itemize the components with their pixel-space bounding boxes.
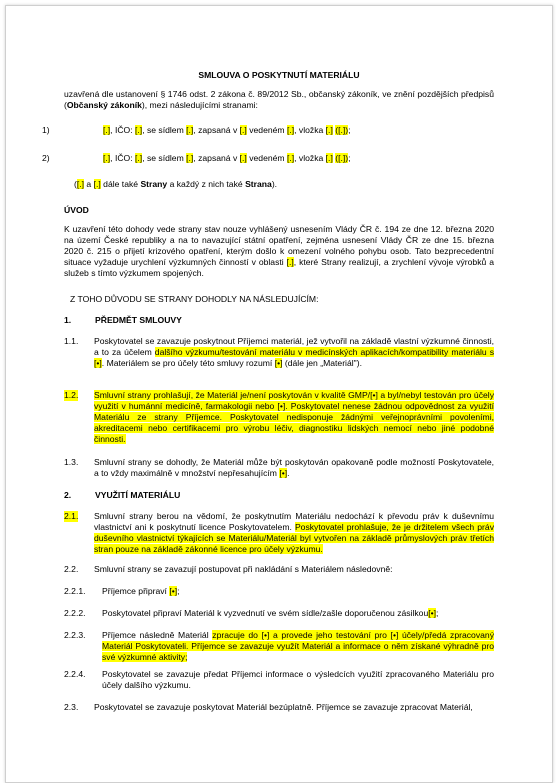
placeholder: [.] bbox=[286, 125, 295, 135]
placeholder: [•] bbox=[274, 358, 283, 368]
uvod-text-end: , které Strany realizují, a zrychlení vývoje výrobků a služeb s tímto výzkumem spojených. bbox=[64, 257, 494, 278]
clause-2-2-2-number: 2.2.2. bbox=[64, 608, 86, 618]
clause-1-2 bbox=[94, 390, 494, 445]
ico-label: , IČO: bbox=[110, 153, 136, 163]
uvod-heading: ÚVOD bbox=[64, 205, 89, 215]
section-1-number: 1. bbox=[64, 315, 72, 325]
register-label: , zapsaná v bbox=[193, 153, 240, 163]
seat-label: , se sídlem bbox=[142, 125, 187, 135]
placeholder: [.] bbox=[186, 153, 194, 163]
kept-label: vedeném bbox=[246, 153, 287, 163]
placeholder: ([.]) bbox=[335, 153, 349, 163]
clause-highlight: Smluvní strany prohlašují, že Materiál je/není poskytován v kvalitě GMP/[•] a byl/nebyl testován pro účely využití v humánní medicíně, farmakologii nebo [•]. Poskytovatel nenese žádnou odpovědnost za využití Materiálu ze strany Příjemce. Poskytovatel nedisponuje žádnými veřejnoprávními povoleními, akreditacemi nebo certifikacemi pro výrobu léčiv, diagnostiku lidských nemocí nebo jiné podobné činnosti. bbox=[94, 390, 494, 444]
document-page bbox=[5, 5, 553, 783]
ico-label: , IČO: bbox=[110, 125, 136, 135]
clause-text: . Materiálem se pro účely této smluvy rozumí bbox=[101, 358, 275, 368]
clause-2-2-4-number: 2.2.4. bbox=[64, 669, 86, 679]
placeholder: [.] bbox=[186, 125, 194, 135]
placeholder: ([.]) bbox=[335, 125, 349, 135]
placeholder: [.] bbox=[239, 125, 247, 135]
section-2-number: 2. bbox=[64, 490, 72, 500]
placeholder: [.] bbox=[325, 153, 333, 163]
clause-2-2-3 bbox=[102, 630, 494, 663]
party-1-line bbox=[103, 125, 351, 136]
insert-label: , vložka bbox=[294, 153, 326, 163]
clause-1-3-number: 1.3. bbox=[64, 457, 79, 467]
section-2-heading: VYUŽITÍ MATERIÁLU bbox=[95, 490, 181, 500]
clause-text: Smluvní strany berou na vědomí, že poskytnutím Materiálu nedochází k převodu práv k duševnímu vlastnictví ani k poskytnutí licence Poskytovatelem. bbox=[94, 511, 494, 532]
register-label: , zapsaná v bbox=[193, 125, 240, 135]
clause-text: Příjemce připraví bbox=[102, 586, 170, 596]
clause-2-3-number: 2.3. bbox=[64, 702, 79, 712]
clause-text: ; bbox=[436, 608, 439, 618]
insert-label: , vložka bbox=[294, 125, 326, 135]
placeholder: [.] bbox=[286, 257, 294, 267]
placeholder: [.] bbox=[239, 153, 247, 163]
kept-label: vedeném bbox=[246, 125, 287, 135]
clause-1-2-number: 1.2. bbox=[64, 390, 79, 400]
placeholder: [.] bbox=[76, 179, 85, 189]
placeholder: [.] bbox=[325, 125, 333, 135]
party-1-number: 1) bbox=[42, 125, 50, 135]
clause-2-2-1 bbox=[102, 586, 180, 597]
placeholder: [•] bbox=[428, 608, 437, 618]
seat-label: , se sídlem bbox=[142, 153, 187, 163]
clause-text: Smluvní strany se dohodly, že Materiál může být poskytován opakovaně podle možností Poskytovatele, a to vždy maximálně v množství nepřesahujícím bbox=[94, 457, 494, 478]
placeholder: [.] bbox=[93, 179, 101, 189]
document-title: SMLOUVA O POSKYTNUTÍ MATERIÁLU bbox=[198, 70, 360, 80]
clause-text: . bbox=[287, 468, 290, 478]
paren: ( bbox=[74, 179, 77, 189]
intro-text: uzavřená dle ustanovení § 1746 odst. 2 zákona č. 89/2012 Sb., občanský zákoník, ve znění pozdějších předpisů ( bbox=[64, 89, 494, 110]
clause-highlight: Poskytovatel prohlašuje, že je držitelem všech práv duševního vlastnictví týkajících se Materiálu/Materiál byl vytvořen na základě průmyslových práv třetích stran pouze na základě zákonné licence pro účely výzkumu. bbox=[94, 522, 494, 554]
placeholder: [.] bbox=[286, 153, 295, 163]
party-2-line bbox=[103, 153, 351, 164]
clause-text: ; bbox=[177, 586, 180, 596]
note-text: dále také bbox=[100, 179, 141, 189]
agreement-line: Z TOHO DŮVODU SE STRANY DOHODLY NA NÁSLEDUJÍCÍM: bbox=[70, 294, 319, 304]
clause-highlight: dalšího výzkumu/testování materiálu v medicínských aplikacích/kompatibility materiálu s [•] bbox=[94, 347, 494, 368]
clause-2-2: Smluvní strany se zavazují postupovat při nakládání s Materiálem následovně: bbox=[94, 564, 393, 574]
placeholder: [•] bbox=[169, 586, 178, 596]
clause-text: Poskytovatel se zavazuje poskytnout Příjemci materiál, jež vytvořil na základě vlastní výzkumné činnosti, a to za účelem bbox=[94, 336, 494, 357]
party-2-number: 2) bbox=[42, 153, 50, 163]
clause-1-3 bbox=[94, 457, 494, 479]
placeholder: [.] bbox=[135, 153, 143, 163]
note-end: ). bbox=[271, 179, 278, 189]
placeholder: [.] bbox=[103, 153, 111, 163]
clause-highlight: zpracuje do [•] a provede jeho testování pro [•] účely/předá zpracovaný Materiál Poskytovateli. Příjemce se zavazuje využít Materiál a informace o něm získané výhradně pro své výzkumné aktivity; bbox=[102, 630, 494, 662]
intro-bold: Občanský zákoník bbox=[66, 100, 142, 110]
clause-2-3: Poskytovatel se zavazuje poskytovat Materiál bezúplatně. Příjemce se zavazuje zpracovat Materiál, bbox=[94, 702, 473, 712]
clause-2-2-3-number: 2.2.3. bbox=[64, 630, 86, 640]
clause-2-1 bbox=[94, 511, 494, 555]
intro-text-end: ), mezi následujícími stranami: bbox=[141, 100, 258, 110]
parties-note bbox=[74, 179, 277, 190]
clause-text: Příjemce následně Materiál bbox=[102, 630, 213, 640]
uvod-text: K uzavření této dohody vede strany stav nouze vyhlášený usnesením Vlády ČR č. 194 ze dne 12. března 2020 na území České republiky a na to navazující státní opatření, zejména usnesení Vlády ČR ze dne 15. března 2020 č. 215 o přijetí krizového opatření, kterým došlo k omezení volného pohybu osob. Tato bezprecedentní situace vyžaduje urychlení výzkumných činností v oblasti bbox=[64, 224, 494, 267]
placeholder: [.] bbox=[135, 125, 143, 135]
placeholder: [•] bbox=[279, 468, 288, 478]
clause-text: (dále jen „Materiál"). bbox=[282, 358, 362, 368]
and-text: a bbox=[84, 179, 94, 189]
note-text-2: a každý z nich také bbox=[167, 179, 246, 189]
clause-1-1-number: 1.1. bbox=[64, 336, 79, 346]
section-1-heading: PŘEDMĚT SMLOUVY bbox=[95, 315, 182, 325]
clause-2-2-1-number: 2.2.1. bbox=[64, 586, 86, 596]
clause-2-2-4: Poskytovatel se zavazuje předat Příjemci informace o výsledcích využití zpracovaného Materiálu pro účely dalšího výzkumu. bbox=[102, 669, 494, 690]
note-bold-strany: Strany bbox=[140, 179, 168, 189]
clause-2-1-number: 2.1. bbox=[64, 511, 79, 521]
uvod-paragraph bbox=[64, 224, 494, 279]
line-end: ; bbox=[348, 153, 351, 163]
clause-1-1 bbox=[94, 336, 494, 369]
note-bold-strana: Strana bbox=[245, 179, 272, 189]
placeholder: [.] bbox=[103, 125, 111, 135]
clause-2-2-number: 2.2. bbox=[64, 564, 79, 574]
line-end: ; bbox=[348, 125, 351, 135]
intro-paragraph bbox=[64, 89, 494, 111]
clause-text: Poskytovatel připraví Materiál k vyzvednutí ve svém sídle/zašle doporučenou zásilkou bbox=[102, 608, 429, 618]
clause-2-2-2 bbox=[102, 608, 438, 619]
